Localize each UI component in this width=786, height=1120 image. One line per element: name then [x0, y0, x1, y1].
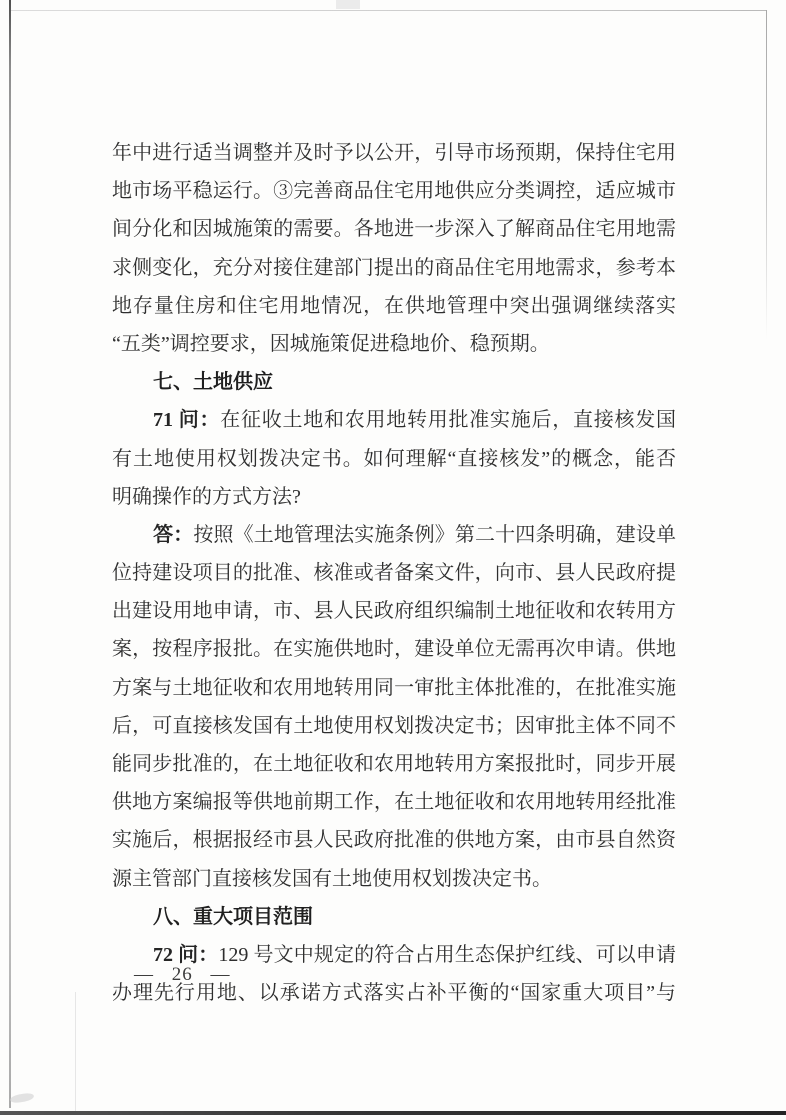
- paragraph: [112, 516, 676, 898]
- text-line: 后，可直接核发国有土地使用权划拨决定书；因审批主体不同不: [112, 714, 676, 737]
- scan-edge-left-line: [9, 0, 11, 1108]
- text-line: 位持建设项目的批准、核准或者备案文件，向市、县人民政府提: [112, 562, 676, 585]
- section-heading: 七、土地供应: [153, 371, 273, 394]
- text-line: 供地方案编报等供地前期工作，在土地征收和农用地转用经批准: [112, 791, 676, 814]
- text-line: “五类”调控要求，因城施策促进稳地价、稳预期。: [112, 332, 550, 355]
- qa-marker: 答：: [153, 523, 194, 546]
- text-line: [112, 401, 676, 439]
- line-text: 在征收土地和农用地转用批准实施后，直接核发国: [220, 409, 676, 432]
- text-line: 办理先行用地、以承诺方式落实占补平衡的“国家重大项目”与: [112, 982, 676, 1005]
- qa-marker: 71 问：: [153, 409, 221, 432]
- text-line: 明确操作的方式方法?: [112, 485, 301, 508]
- text-line: 源主管部门直接核发国有土地使用权划拨决定书。: [112, 867, 552, 890]
- document-body: [112, 134, 676, 1012]
- paragraph: [112, 401, 676, 516]
- line-text: 129 号文中规定的符合占用生态保护红线、可以申请: [218, 943, 676, 966]
- scan-smudge-artifact: [9, 1092, 34, 1104]
- text-line: [112, 516, 676, 554]
- text-line: 地存量住房和住宅用地情况，在供地管理中突出强调继续落实: [112, 294, 676, 317]
- section-heading: 八、重大项目范围: [153, 905, 313, 928]
- text-line: 地市场平稳运行。③完善商品住宅用地供应分类调控，适应城市: [112, 180, 676, 203]
- text-line: 间分化和因城施策的需要。各地进一步深入了解商品住宅用地需: [112, 218, 676, 241]
- line-text: 按照《土地管理法实施条例》第二十四条明确，建设单: [193, 523, 676, 546]
- text-line: 能同步批准的，在土地征收和农用地转用方案报批时，同步开展: [112, 753, 676, 775]
- line-text: 年中进行适当调整并及时予以公开，引导市场预期，保持住宅用: [112, 142, 676, 164]
- scan-notch-artifact: [336, 0, 360, 9]
- text-line: [112, 134, 676, 172]
- text-line: 求侧变化，充分对接住建部门提出的商品住宅用地需求，参考本: [112, 256, 676, 279]
- scan-vertical-artifact: [75, 992, 76, 1111]
- scan-edge-top-line: [9, 10, 767, 11]
- text-line: 方案与土地征收和农用地转用同一审批主体批准的，在批准实施: [112, 676, 676, 699]
- text-line: 实施后，根据报经市县人民政府批准的供地方案，由市县自然资: [112, 829, 676, 852]
- text-line: 出建设用地申请，市、县人民政府组织编制土地征收和农转用方: [112, 600, 676, 623]
- paragraph: [112, 134, 676, 363]
- text-line: 案，按程序报批。在实施供地时，建设单位无需再次申请。供地: [112, 638, 676, 661]
- qa-marker: 72 问：: [153, 943, 219, 966]
- scan-edge-right-line: [766, 10, 767, 340]
- text-line: 有土地使用权划拨决定书。如何理解“直接核发”的概念，能否: [112, 447, 676, 470]
- scan-edge-bottom-line: [0, 1111, 786, 1115]
- page-number: — 26 —: [134, 964, 231, 985]
